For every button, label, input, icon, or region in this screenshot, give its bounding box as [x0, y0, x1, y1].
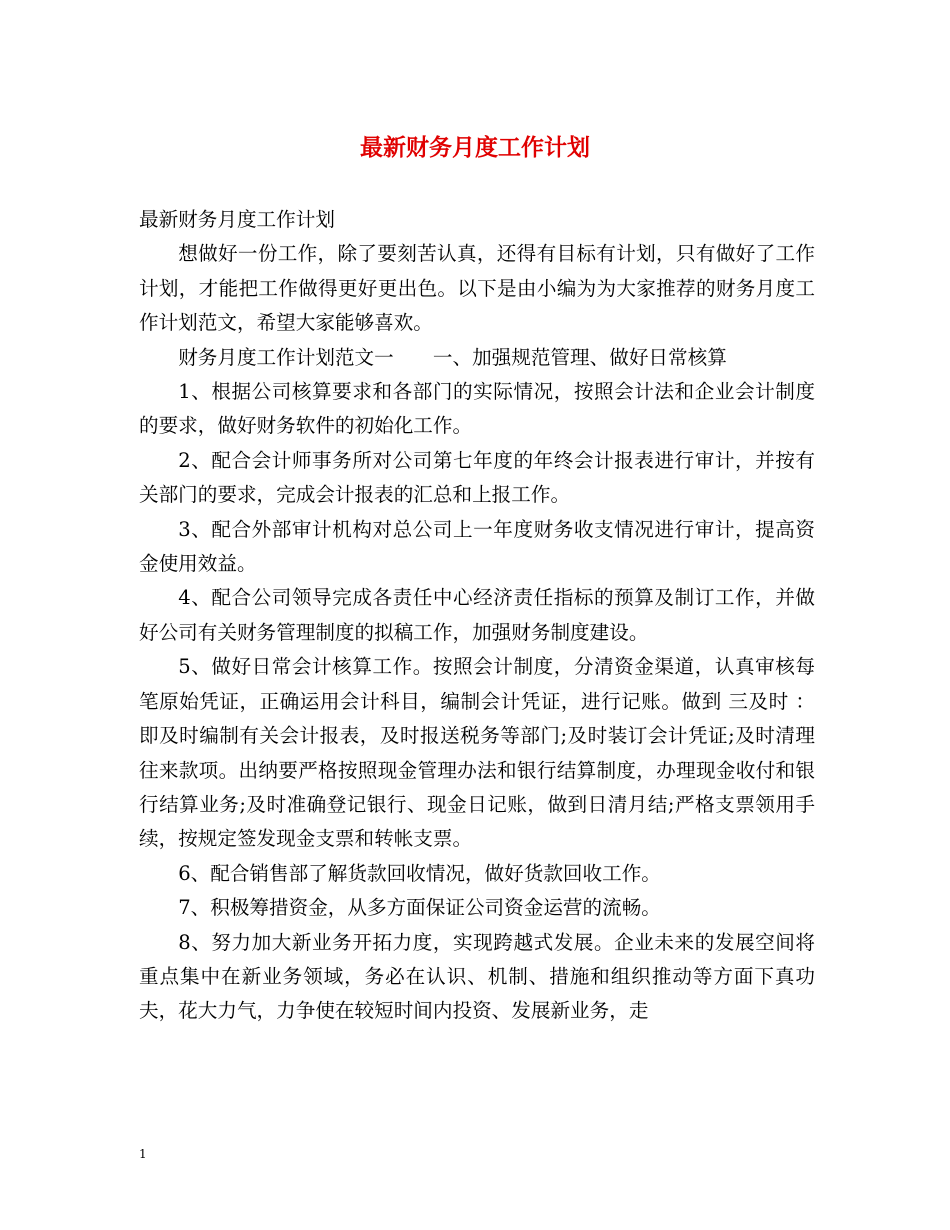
paragraph-item-2: 2、配合会计师事务所对公司第七年度的年终会计报表进行审计，并按有关部门的要求，完成会计报表的汇总和上报工作。 — [139, 448, 815, 507]
paragraph-item-6: 6、配合销售部了解货款回收情况，做好货款回收工作。 — [178, 861, 661, 885]
paragraph-item-1: 1、根据公司核算要求和各部门的实际情况，按照会计法和企业会计制度的要求，做好财务软件的初始化工作。 — [139, 380, 815, 438]
paragraph-item-5: 5、做好日常会计核算工作。按照会计制度，分清资金渠道，认真审核每笔原始凭证，正确运用会计科目，编制会计凭证，进行记账。做到 三及时 ：即及时编制有关会计报表，及时报送税务等部门;及时装订会计凭证;及时清理往来款项。出纳要严格按照现金管理办法和银行结算制度，办理现金收付和银行结算业务;及时准确登记银行、现金日记账，做到日清月结;严格支票领用手续，按规定签发现金支票和转帐支票。 — [139, 655, 815, 851]
paragraph-item-3: 3、配合外部审计机构对总公司上一年度财务收支情况进行审计，提高资金使用效益。 — [139, 517, 815, 576]
paragraph-intro: 想做好一份工作，除了要刻苦认真，还得有目标有计划，只有做好了工作计划，才能把工作做得更好更出色。以下是由小编为为大家推荐的财务月度工作计划范文，希望大家能够喜欢。 — [139, 242, 815, 335]
paragraph-item-8: 8、努力加大新业务开拓力度，实现跨越式发展。企业未来的发展空间将重点集中在新业务领域，务必在认识、机制、措施和组织推动等方面下真功夫，花大力气，力争使在较短时间内投资、发展新业务，走 — [139, 930, 815, 1023]
paragraph-item-4: 4、配合公司领导完成各责任中心经济责任指标的预算及制订工作，并做好公司有关财务管理制度的拟稿工作，加强财务制度建设。 — [139, 586, 815, 644]
document-subtitle: 最新财务月度工作计划 — [139, 208, 335, 231]
paragraph-item-7: 7、积极筹措资金，从多方面保证公司资金运营的流畅。 — [178, 896, 661, 920]
document-body — [139, 203, 815, 1029]
document-title: 最新财务月度工作计划 — [360, 134, 590, 161]
page-number: 1 — [139, 1147, 147, 1161]
paragraph-section-heading: 财务月度工作计划范文一 一、加强规范管理、做好日常核算 — [178, 345, 727, 369]
